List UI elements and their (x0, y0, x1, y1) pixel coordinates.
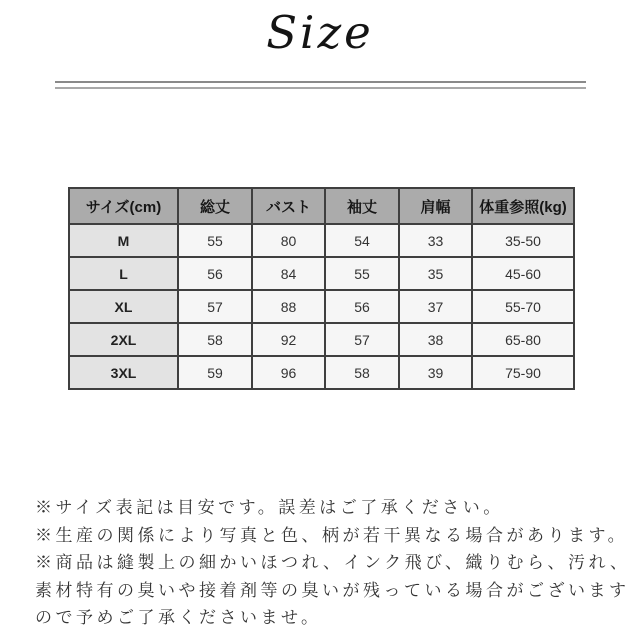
shoulder-width-cell: 39 (399, 356, 472, 389)
total-length-cell: 58 (178, 323, 252, 356)
sleeve-length-cell: 58 (325, 356, 399, 389)
weight-reference-cell: 55-70 (472, 290, 574, 323)
sleeve-length-cell: 55 (325, 257, 399, 290)
column-header-size: サイズ(cm) (69, 188, 178, 224)
size-table (68, 187, 575, 390)
bust-cell: 92 (252, 323, 325, 356)
sleeve-length-cell: 54 (325, 224, 399, 257)
column-header-weight-reference: 体重参照(kg) (472, 188, 574, 224)
size-label-cell: 3XL (69, 356, 178, 389)
table-row-2xl (69, 323, 574, 356)
title-divider-double-rule (55, 81, 586, 89)
bust-cell: 88 (252, 290, 325, 323)
total-length-cell: 57 (178, 290, 252, 323)
note-line: 素材特有の臭いや接着剤等の臭いが残っている場合がございます (35, 580, 630, 600)
note-line: ※生産の関係により写真と色、柄が若干異なる場合があります。 (35, 525, 629, 545)
size-label-cell: L (69, 257, 178, 290)
table-row-xl (69, 290, 574, 323)
bust-cell: 96 (252, 356, 325, 389)
size-label-cell: 2XL (69, 323, 178, 356)
column-header-shoulder-width: 肩幅 (399, 188, 472, 224)
table-row-l (69, 257, 574, 290)
shoulder-width-cell: 33 (399, 224, 472, 257)
weight-reference-cell: 45-60 (472, 257, 574, 290)
table-header-row (69, 188, 574, 224)
table-row-m (69, 224, 574, 257)
size-label-cell: M (69, 224, 178, 257)
bust-cell: 80 (252, 224, 325, 257)
page-title: Size (266, 6, 374, 59)
weight-reference-cell: 35-50 (472, 224, 574, 257)
shoulder-width-cell: 35 (399, 257, 472, 290)
total-length-cell: 59 (178, 356, 252, 389)
note-line: ※サイズ表記は目安です。誤差はご了承ください。 (35, 498, 504, 517)
shoulder-width-cell: 38 (399, 323, 472, 356)
weight-reference-cell: 75-90 (472, 356, 574, 389)
shoulder-width-cell: 37 (399, 290, 472, 323)
column-header-sleeve-length: 袖丈 (325, 188, 399, 224)
disclaimer-notes (35, 494, 631, 632)
size-label-cell: XL (69, 290, 178, 323)
column-header-bust: バスト (252, 188, 325, 224)
note-line: ので予めご了承くださいませ。 (35, 608, 322, 627)
total-length-cell: 55 (178, 224, 252, 257)
table-row-3xl (69, 356, 574, 389)
sleeve-length-cell: 57 (325, 323, 399, 356)
note-line: ※商品は縫製上の細かいほつれ、インク飛び、織りむら、汚れ、 (35, 553, 631, 572)
column-header-total-length: 総丈 (178, 188, 252, 224)
weight-reference-cell: 65-80 (472, 323, 574, 356)
total-length-cell: 56 (178, 257, 252, 290)
sleeve-length-cell: 56 (325, 290, 399, 323)
bust-cell: 84 (252, 257, 325, 290)
